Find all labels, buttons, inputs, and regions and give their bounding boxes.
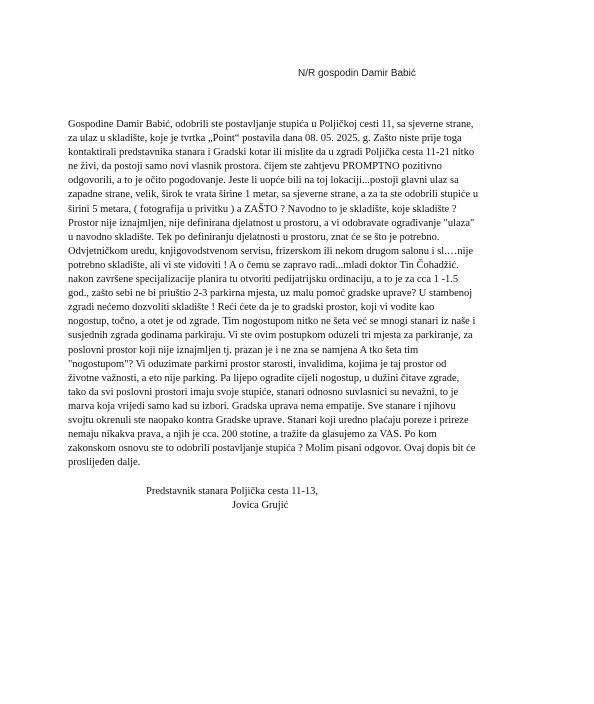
body-line: za ulaz u skladište, koje je tvrtka „Point“ postavila dana 08. 05. 2025. g. Zašto niste prije toga	[68, 133, 462, 145]
body-line: Prostor nije iznajmljen, nije definirana djelatnost u prostoru, a vi odobravate ograđivanje "ulaza"	[68, 217, 475, 229]
body-line: marva koja vrijedi samo kad su izbori. Gradska uprava nema empatije. Sve stanare i njihovu	[68, 400, 456, 412]
body-line: zgradi nećemo dozvoliti skladište ! Reći ćete da je to gradski prostor, koji vi vodite kao	[68, 302, 435, 314]
body-line: zapadne strane, velik, širok te vrata širine 1 metar, sa sjeverne strane, a za ta ste odobrili stupiće u	[68, 189, 479, 201]
signature-title: Predstavnik stanara Poljička cesta 11-13,	[146, 486, 318, 497]
body-line: svojtu okrenuli ste naopako kontra Gradske uprave. Stanari koji uredno plaćaju poreze i prireze	[68, 414, 469, 426]
signature-name: Jovica Grujić	[232, 500, 289, 511]
body-line: zakonskom osnovu ste to odobrili postavljanje stupića ? Molim pisani odgovor. Ovaj dopis bit će	[68, 443, 476, 455]
body-line: "nogostupom"? Vi oduzimate parkirni prostor starosti, invalidima, kojima je taj prostor od	[68, 358, 447, 370]
body-line: odgovorili, a to je očito pogodovanje. Jeste li uopće bili na toj lokaciji...postoji glavni ulaz sa	[68, 175, 459, 187]
body-line: tako da svi poslovni prostori imaju svoje stupiće, stanari odnosno suvlasnici su nevažni, to je	[68, 386, 459, 398]
body-line: susjednih zgrada godinama parkiraju. Vi ste ovim postupkom oduzeli tri mjesta za parkiranje, za	[68, 330, 473, 342]
body-line: životne važnosti, a eto nije parking. Pa lijepo ogradite cijeli nogostup, u dužini čitave zgrade,	[68, 372, 460, 384]
body-line: proslijeđen dalje.	[68, 457, 141, 469]
body-line: nogostup, točno, a otet je od zgrade. Tim nogostupom nitko ne šeta već se mnogi stanari iz naše i	[68, 316, 476, 328]
body-line: Gospodine Damir Babić, odobrili ste postavljanje stupića u Poljičkoj cesti 11, sa sjeverne strane,	[68, 119, 474, 130]
letter-body	[68, 118, 538, 470]
body-line: širini 5 metara, ( fotografija u privitku ) a ZAŠTO ? Navodno to je skladište, koje skladište ?	[68, 203, 457, 215]
addressee-line: N/R gospodin Damir Babić	[298, 68, 416, 79]
body-line: nakon završene specijalizacije planira tu otvoriti pedijatrijsku ordinaciju, a to je za cca 1 -1.5	[68, 274, 459, 286]
body-line: Odvjetničkom uredu, knjigovodstvenom servisu, frizerskom ili nekom drugom salonu i sl.…nije	[68, 245, 474, 257]
body-line: potrebno skladište, ali vi ste vidoviti ! A o čemu se zapravo radi...mladi doktor Tin Čohadžić.	[68, 259, 459, 271]
body-line: nemaju nikakva prava, a njih je cca. 200 stotine, a tražite da glasujemo za VAS. Po kom	[68, 429, 437, 441]
body-line: god., zašto sebi ne bi priuštio 2-3 parkirna mjesta, uz malu pomoć gradske uprave? U stambenoj	[68, 288, 473, 300]
body-line: u navodno skladište. Tek po definiranju djelatnosti u prostoru, znat će se što je potrebno.	[68, 231, 440, 243]
body-line: ne živi, da postoji samo novi vlasnik prostora. čijem ste zahtjevu PROMPTNO pozitivno	[68, 161, 442, 173]
body-line: poslovni prostor koji nije iznajmljen tj. prazan je i ne zna se namjena A tko šeta tim	[68, 344, 419, 356]
body-line: kontaktirali predstavnika stanara i Gradski kotar ili mislite da u zgradi Poljička cesta 11-21 nitko	[68, 147, 475, 159]
